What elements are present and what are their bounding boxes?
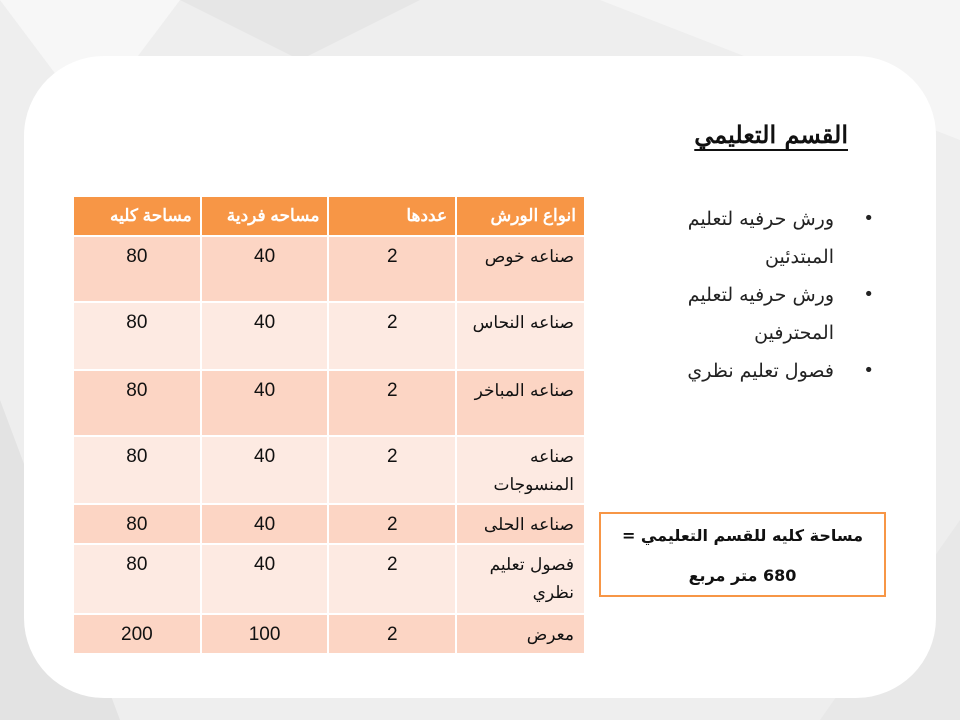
cell-type: صناعه خوص [456,236,584,302]
header-total-area: مساحة كليه [73,197,201,236]
cell-unit-area: 100 [201,614,329,653]
cell-total-area: 80 [73,236,201,302]
slide-title: القسم التعليمي [694,120,848,149]
cell-type: صناعه النحاس [456,302,584,370]
cell-total-area: 80 [73,504,201,544]
table-header-row [73,197,584,236]
cell-total-area: 80 [73,302,201,370]
cell-unit-area: 40 [201,236,329,302]
cell-total-area: 200 [73,614,201,653]
cell-unit-area: 40 [201,436,329,504]
bullet-item: • فصول تعليم نظري [634,352,834,390]
table-row [73,544,584,614]
total-area-label: مساحة كليه للقسم التعليمي = [621,526,864,545]
table-row [73,236,584,302]
table-row [73,504,584,544]
header-workshop-type: انواع الورش [456,197,584,236]
cell-type: معرض [456,614,584,653]
cell-total-area: 80 [73,436,201,504]
table-row [73,302,584,370]
total-area-value: 680 متر مربع [688,566,797,585]
cell-total-area: 80 [73,544,201,614]
cell-count: 2 [328,302,456,370]
bullet-list [634,200,834,390]
workshops-table [72,197,584,653]
cell-unit-area: 40 [201,544,329,614]
cell-count: 2 [328,614,456,653]
bullet-item: • ورش حرفيه لتعليم المبتدئين [634,200,834,276]
cell-unit-area: 40 [201,370,329,436]
table-row [73,614,584,653]
cell-count: 2 [328,436,456,504]
cell-type: صناعه المباخر [456,370,584,436]
cell-type: صناعه الحلى [456,504,584,544]
cell-count: 2 [328,504,456,544]
cell-total-area: 80 [73,370,201,436]
table-row [73,436,584,504]
cell-type: صناعه المنسوجات [456,436,584,504]
header-count: عددها [328,197,456,236]
cell-unit-area: 40 [201,302,329,370]
total-area-box [599,512,886,597]
cell-type: فصول تعليم نظري [456,544,584,614]
bullet-item: • ورش حرفيه لتعليم المحترفين [634,276,834,352]
cell-count: 2 [328,370,456,436]
cell-count: 2 [328,544,456,614]
cell-count: 2 [328,236,456,302]
table-row [73,370,584,436]
header-unit-area: مساحه فردية [201,197,329,236]
cell-unit-area: 40 [201,504,329,544]
